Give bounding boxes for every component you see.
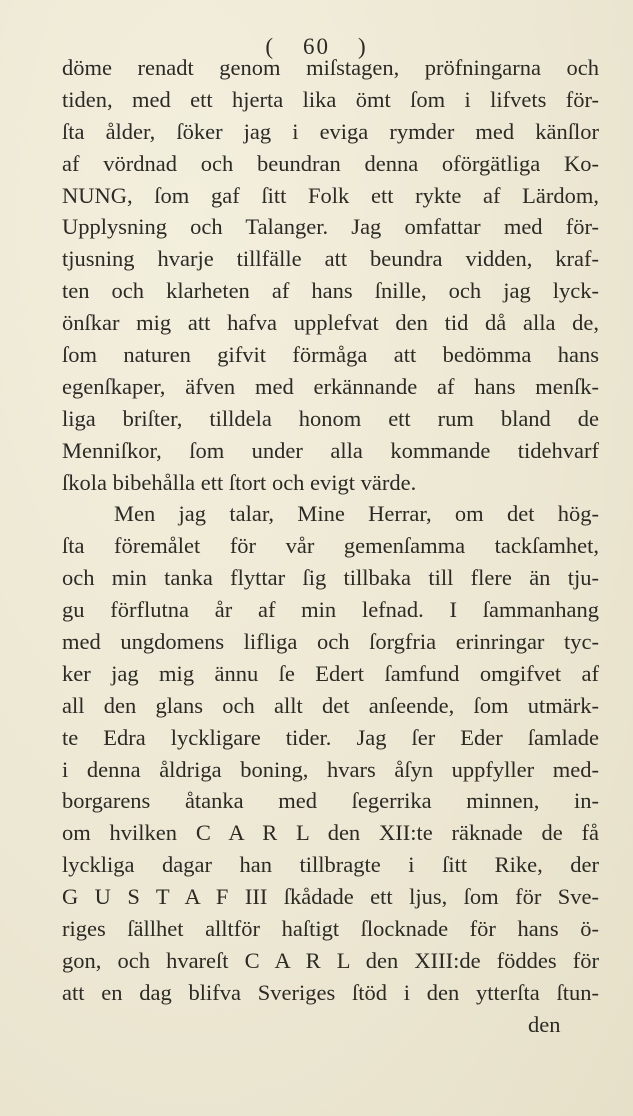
text-line: om hvilken C A R L den XII:te räknade de få xyxy=(62,820,599,846)
text-line: borgarens åtanka med ſegerrika minnen, in- xyxy=(62,788,599,814)
catchword: den xyxy=(528,1012,561,1037)
text-line: tjusning hvarje tillfälle att beundra vidden, kraf- xyxy=(62,246,599,272)
text-line: med ungdomens lifliga och ſorgfria erinringar tyc- xyxy=(62,629,599,655)
text-line: önſkar mig att hafva upplefvat den tid då alla de, xyxy=(62,310,599,336)
text-line: NUNG, ſom gaf ſitt Folk ett rykte af Lärdom, xyxy=(62,182,599,208)
text-line: ſta föremålet för vår gemenſamma tackſamhet, xyxy=(62,533,599,559)
text-line: lyckliga dagar han tillbragte i ſitt Rike, der xyxy=(62,852,599,878)
text-line: all den glans och allt det anſeende, ſom utmärk- xyxy=(62,692,599,718)
text-line: gon, och hvareſt C A R L den XIII:de föddes för xyxy=(62,947,599,973)
text-line: ſkola bibehålla ett ſtort och evigt värde. xyxy=(62,469,417,495)
text-line: tiden, med ett hjerta lika ömt ſom i lifvets för- xyxy=(62,86,599,112)
text-line: döme renadt genom miſstagen, pröfningarna och xyxy=(62,55,599,80)
paren-close: ) xyxy=(358,34,368,59)
text-line: och min tanka flyttar ſig tillbaka till flere än tju- xyxy=(62,565,599,591)
text-line: ten och klarheten af hans ſnille, och jag lyck- xyxy=(62,278,599,304)
text-line: i denna åldriga boning, hvars åſyn uppfyller med- xyxy=(62,756,599,782)
text-line: ſom naturen gifvit förmåga att bedömma hans xyxy=(62,342,599,368)
text-line: Menniſkor, ſom under alla kommande tidehvarf xyxy=(62,437,599,463)
text-line: gu förflutna år af min lefnad. I ſammanhang xyxy=(62,597,599,623)
body-text xyxy=(62,52,599,1009)
text-line: Men jag talar, Mine Herrar, om det hög- xyxy=(114,501,599,527)
text-line: liga briſter, tilldela honom ett rum bland de xyxy=(62,405,599,431)
page-number: 60 xyxy=(303,34,330,59)
text-line: ker jag mig ännu ſe Edert ſamfund omgifvet af xyxy=(62,660,599,686)
text-line: Upplysning och Talanger. Jag omfattar med för- xyxy=(62,214,599,240)
text-line: att en dag blifva Sveriges ſtöd i den ytterſta ſtun- xyxy=(62,979,599,1005)
text-line: G U S T A F III ſkådade ett ljus, ſom för Sve- xyxy=(62,884,599,910)
text-line: ſta ålder, ſöker jag i eviga rymder med känſlor xyxy=(62,118,599,144)
text-line: riges ſällhet alltför haſtigt ſlocknade för hans ö- xyxy=(62,916,599,942)
text-line: te Edra lyckligare tider. Jag ſer Eder ſamlade xyxy=(62,724,599,750)
text-line: egenſkaper, äfven med erkännande af hans menſk- xyxy=(62,373,599,399)
paren-open: ( xyxy=(265,34,275,59)
text-line: af vördnad och beundran denna oförgätliga Ko- xyxy=(62,150,599,176)
